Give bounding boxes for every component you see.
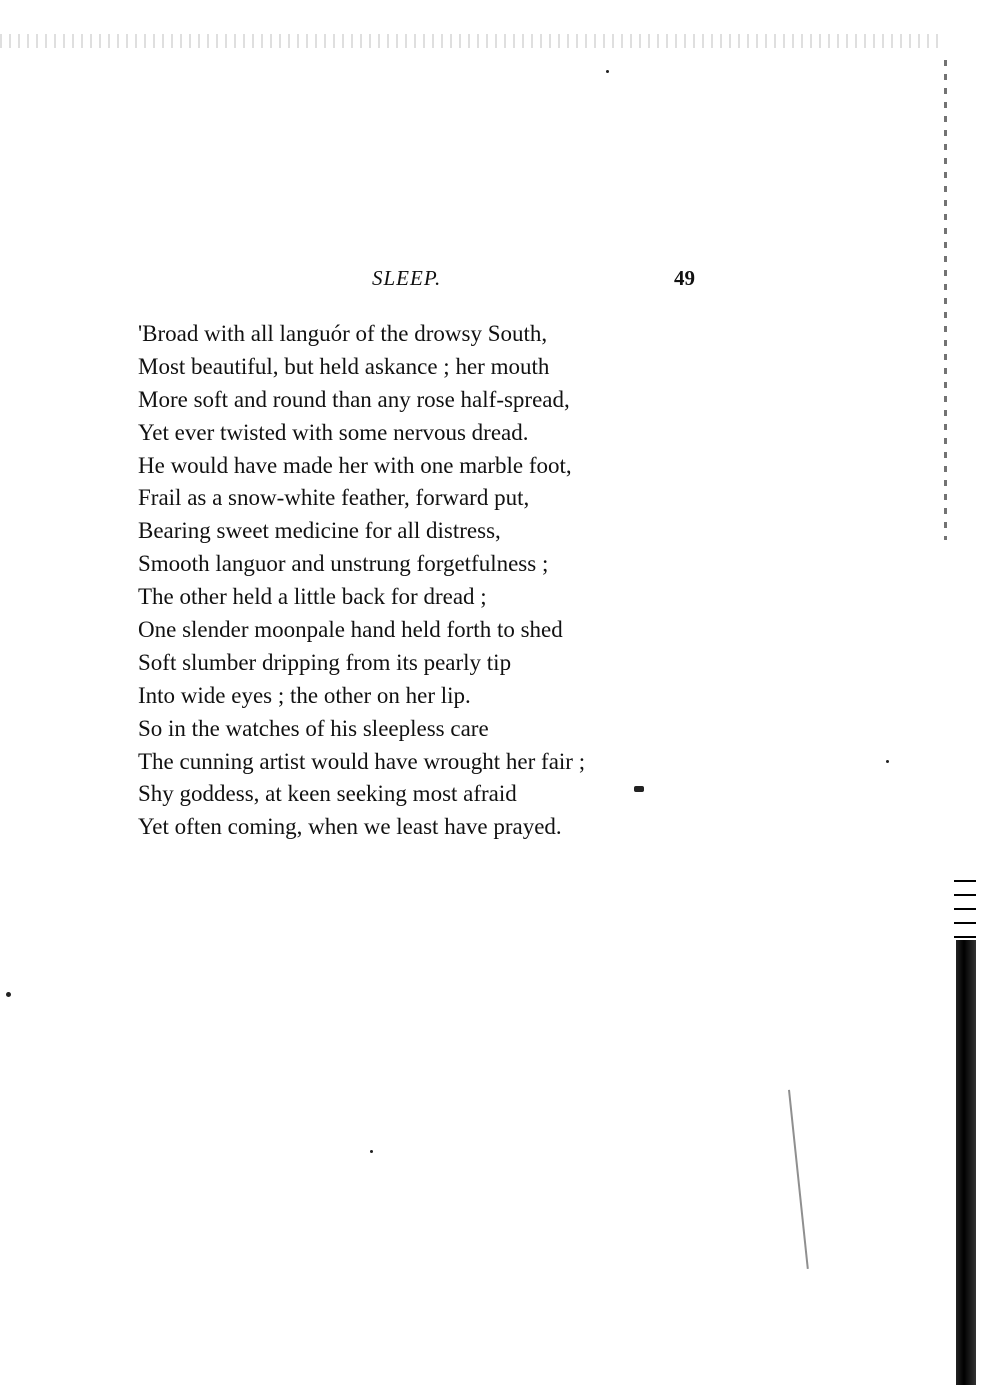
poem-line: More soft and round than any rose half-spread, xyxy=(138,386,570,412)
poem-line: Bearing sweet medicine for all distress, xyxy=(138,518,501,544)
scan-speck xyxy=(6,992,11,997)
poem-line: Into wide eyes ; the other on her lip. xyxy=(138,682,471,708)
poem-line: Most beautiful, but held askance ; her mouth xyxy=(138,353,550,379)
running-head xyxy=(0,266,1000,300)
poem-line: 'Broad with all languór of the drowsy South, xyxy=(138,321,548,346)
poem-line: Yet ever twisted with some nervous dread. xyxy=(138,419,529,445)
poem-line: Yet often coming, when we least have prayed. xyxy=(138,814,562,840)
scan-speck xyxy=(886,760,889,763)
page-number: 49 xyxy=(674,266,695,290)
scan-artifact-right-margin xyxy=(944,60,947,540)
scan-artifact-right-ticks xyxy=(954,880,976,940)
poem-line: Soft slumber dripping from its pearly tip xyxy=(138,649,512,675)
poem-line: Frail as a snow-white feather, forward put, xyxy=(138,485,530,511)
poem-body xyxy=(138,318,738,844)
scan-speck xyxy=(370,1150,373,1153)
poem-line: Shy goddess, at keen seeking most afraid xyxy=(138,781,517,807)
poem-line: The other held a little back for dread ; xyxy=(138,584,487,610)
scan-artifact-top-edge xyxy=(0,34,940,48)
poem-line: Smooth languor and unstrung forgetfulness ; xyxy=(138,551,549,577)
scan-speck xyxy=(606,70,609,73)
poem-line: The cunning artist would have wrought her fair ; xyxy=(138,748,586,774)
scan-artifact-right-bar xyxy=(956,940,976,1385)
poem-line: So in the watches of his sleepless care xyxy=(138,715,489,741)
running-head-title: SLEEP. xyxy=(372,266,442,290)
poem-line: He would have made her with one marble foot, xyxy=(138,452,572,478)
poem-line: One slender moonpale hand held forth to shed xyxy=(138,617,563,643)
scan-artifact-curve xyxy=(788,1090,809,1269)
